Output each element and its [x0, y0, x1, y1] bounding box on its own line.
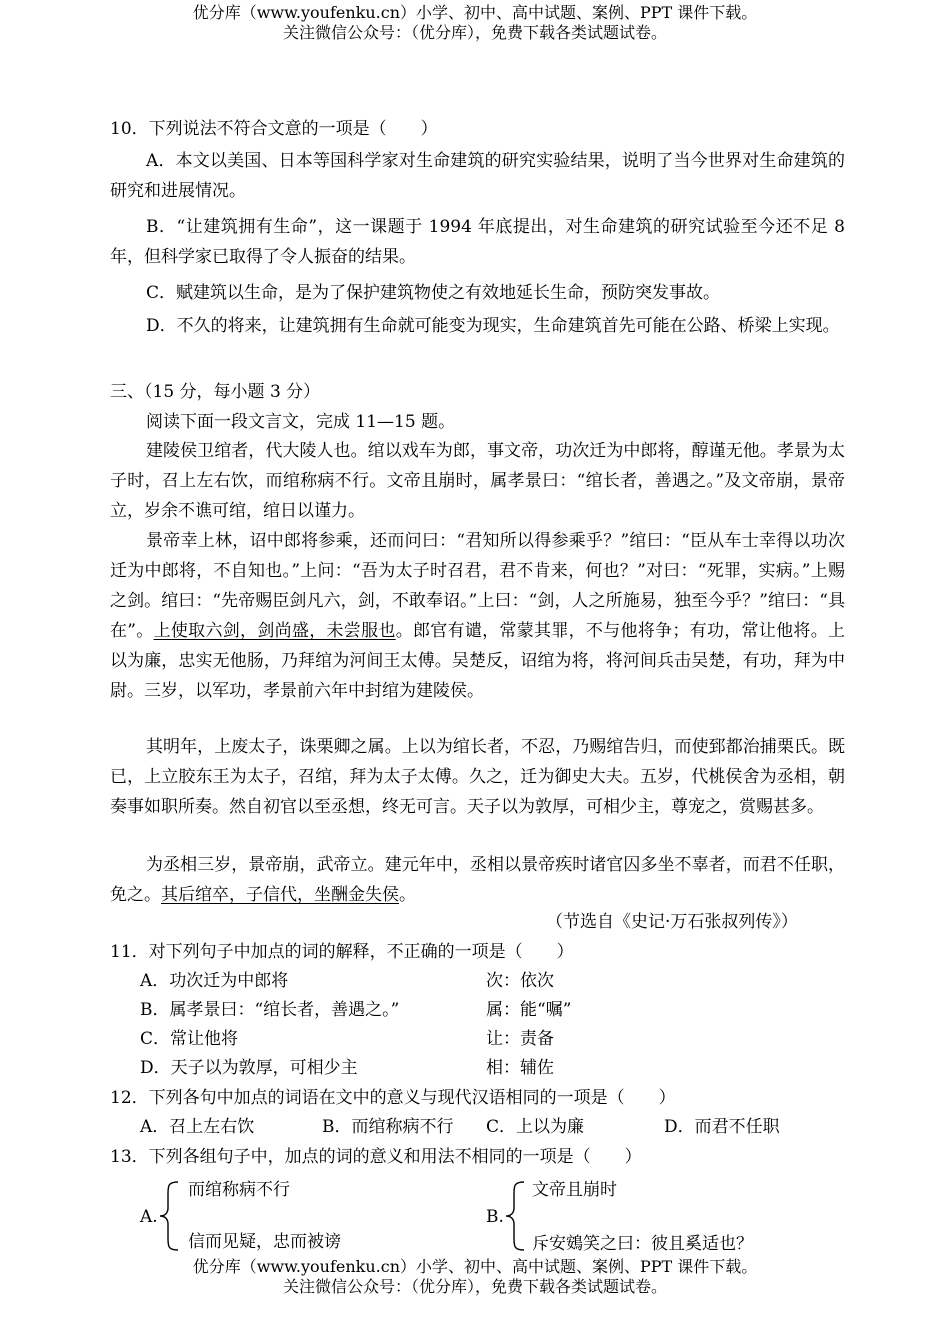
q11-option-b-sentence: B．属孝景曰：“绾长者，善遇之。” [140, 1000, 400, 1020]
header-line-1: 优分库（www.youfenku.cn）小学、初中、高中试题、案例、PPT 课件下载。 [192, 3, 758, 22]
header-line-2: 关注微信公众号：（优分库），免费下载各类试题试卷。 [282, 23, 667, 42]
q13-option-a-label: A. [140, 1207, 158, 1227]
passage-paragraph-2-text-b: 。郎官有谴，常蒙其罪，不与他将争；有功，常让他将。上以为廉，忠实无他肠，乃拜绾为河间王太傅。吴楚反，诏绾为将，将河间兵击吴楚，有功，拜为中尉。三岁，以军功，孝景前六年中封绾为建陵侯。 [110, 621, 846, 701]
footer-line-1: 优分库（www.youfenku.cn）小学、初中、高中试题、案例、PPT 课件下载。 [192, 1257, 758, 1276]
q10-stem: 10．下列说法不符合文意的一项是（ ） [110, 119, 438, 139]
q10-option-d: D．不久的将来，让建筑拥有生命就可能变为现实，生命建筑首先可能在公路、桥梁上实现。 [146, 316, 840, 336]
q13-option-a-brace [158, 1180, 180, 1252]
q12-option-d: D．而君不任职 [664, 1117, 780, 1137]
q13-option-b-sentence-2: 斥安鴳笑之曰：彼且奚适也？ [532, 1234, 753, 1254]
q10-option-a: A．本文以美国、日本等国科学家对生命建筑的研究实验结果，说明了当今世界对生命建筑的研究和进展情况。 [110, 151, 845, 201]
q12-option-c: C．上以为廉 [486, 1117, 585, 1137]
passage-paragraph-3: 其明年，上废太子，诛栗卿之属。上以为绾长者，不忍，乃赐绾告归，而使郅都治捕栗氏。既已，上立胶东王为太子，召绾，拜为太子太傅。久之，迁为御史大夫。五岁，代桃侯舍为丞相，朝奏事如职所奏。然自初官以至丞想，终无可言。天子以为敦厚，可相少主，尊宠之，赏赐甚多。 [110, 737, 845, 817]
q10-option-c: C．赋建筑以生命，是为了保护建筑物使之有效地延长生命，预防突发事故。 [146, 283, 721, 303]
q12-stem: 12．下列各句中加点的词语在文中的意义与现代汉语相同的一项是（ ） [110, 1088, 676, 1108]
q13-option-b-brace [504, 1180, 526, 1252]
passage-paragraph-1: 建陵侯卫绾者，代大陵人也。绾以戏车为郎，事文帝，功次迁为中郎将，醇谨无他。孝景为太子时，召上左右饮，而绾称病不行。文帝且崩时，属孝景曰：“绾长者，善遇之。”及文帝崩，景帝立，岁余不谯可绾，绾日以谨力。 [110, 441, 845, 521]
q11-option-c-sentence: C．常让他将 [140, 1029, 239, 1049]
q12-option-a: A．召上左右饮 [140, 1117, 255, 1137]
q13-option-a-sentence-2: 信而见疑，忠而被谤 [188, 1232, 341, 1252]
passage-source: （节选自《史记·万石张叔列传》） [546, 912, 798, 932]
passage-paragraph-2 [110, 526, 845, 706]
q11-stem: 11．对下列句子中加点的词的解释，不正确的一项是（ ） [110, 942, 574, 962]
q13-option-a-sentence-1: 而绾称病不行 [188, 1180, 290, 1200]
section3-instruction: 阅读下面一段文言文，完成 11—15 题。 [146, 412, 456, 432]
q10-option-b: B．“让建筑拥有生命”，这一课题于 1994 年底提出，对生命建筑的研究试验至今还不足 8 年，但科学家已取得了令人振奋的结果。 [110, 217, 845, 267]
q13-option-b-sentence-1: 文帝且崩时 [532, 1180, 617, 1200]
footer-line-2: 关注微信公众号：（优分库），免费下载各类试题试卷。 [282, 1277, 667, 1296]
q12-option-b: B．而绾称病不行 [322, 1117, 454, 1137]
q13-option-b-label: B. [486, 1207, 504, 1227]
passage-paragraph-2-text-a: 景帝幸上林，诏中郎将参乘，还而问曰：“君知所以得参乘乎？”绾曰：“臣从车士幸得以功次迁为中郎将，不自知也。”上问：“吾为太子时召君，君不肯来，何也？”对曰：“死罪，实病。”上赐之剑。绾曰：“先帝赐臣剑凡六，剑，不敢奉诏。”上曰：“剑，人之所施易，独至今乎？”绾曰：“具在”。 [110, 531, 845, 641]
q11-option-d-sentence: D．天子以为敦厚，可相少主 [140, 1058, 358, 1078]
passage-underlined-sentence-1: 上使取六剑，剑尚盛，未尝服也 [153, 621, 396, 641]
q11-option-a-gloss: 次：依次 [486, 971, 554, 991]
passage-paragraph-4-text-b: 。 [399, 885, 416, 905]
section3-title: 三、（15 分，每小题 3 分） [110, 382, 321, 402]
q13-stem: 13．下列各组句子中，加点的词的意义和用法不相同的一项是（ ） [110, 1147, 642, 1167]
q11-option-c-gloss: 让：责备 [486, 1029, 554, 1049]
passage-paragraph-4-text-a: 为丞相三岁，景帝崩，武帝立。建元年中，丞相以景帝疾时诸官囚多坐不辜者，而君不任职，免之。 [110, 855, 845, 905]
passage-paragraph-4 [110, 850, 845, 910]
q11-option-d-gloss: 相：辅佐 [486, 1058, 554, 1078]
q11-option-a-sentence: A．功次迁为中郎将 [140, 971, 289, 991]
q11-option-b-gloss: 属：能“嘱” [486, 1000, 572, 1020]
passage-underlined-sentence-2: 其后绾卒，子信代，坐酬金失侯 [161, 885, 399, 905]
